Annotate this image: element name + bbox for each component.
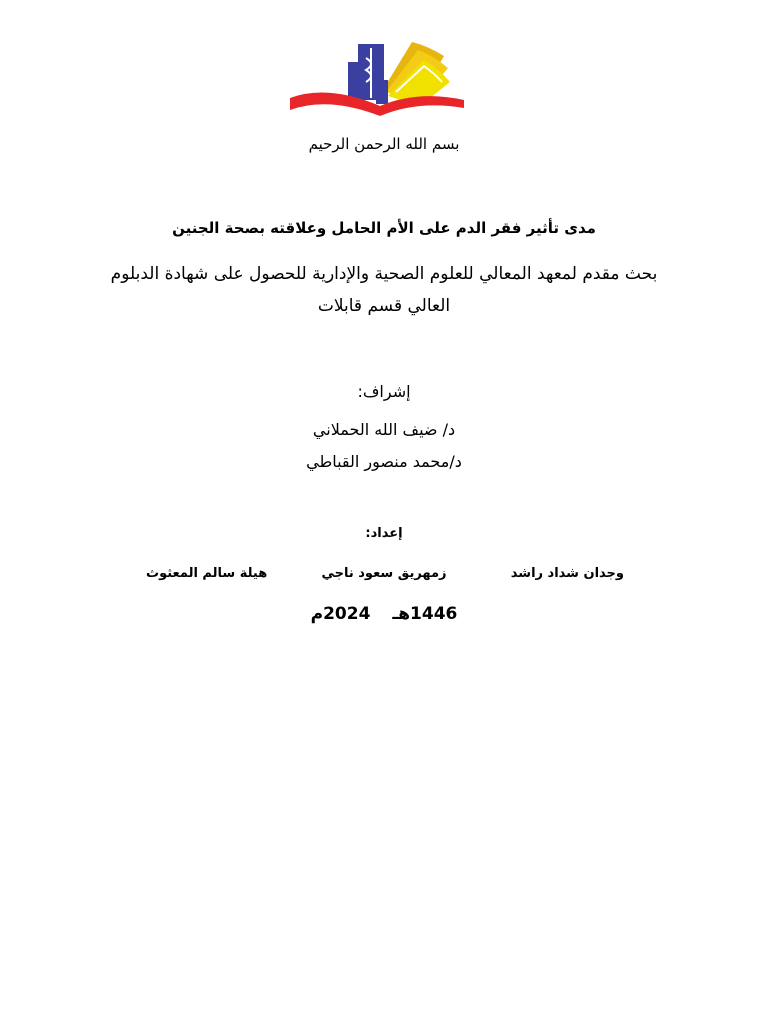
logo-book-right (380, 96, 464, 116)
supervisor-name: د/ ضيف الله الحملاني (312, 420, 456, 439)
author-name: هيلة سالم المعثوث (146, 566, 268, 581)
basmala: بسم الله الرحمن الرحيم (308, 135, 460, 153)
logo-blue-step (348, 62, 360, 100)
research-subtitle-line1: بحث مقدم لمعهد المعالي للعلوم الصحية والإدارية للحصول على شهادة الدبلوم (110, 264, 658, 284)
supervision-label: إشراف: (357, 382, 411, 401)
date-hijri: 1446هـ (392, 604, 458, 624)
author-name: زمهريق سعود ناجي (321, 566, 447, 581)
prepared-by-label: إعداد: (365, 526, 403, 541)
institute-logo (288, 36, 472, 116)
supervisor-name: د/محمد منصور القباطي (306, 452, 462, 471)
research-subtitle-line2: العالي قسم قابلات (317, 296, 451, 316)
research-title: مدى تأثير فقر الدم على الأم الحامل وعلاقته بصحة الجنين (172, 219, 596, 237)
logo-blue-base (376, 80, 388, 104)
author-name: وجدان شداد راشد (510, 566, 624, 581)
date-line (0, 604, 768, 624)
date-gregorian: 2024م (310, 604, 371, 624)
